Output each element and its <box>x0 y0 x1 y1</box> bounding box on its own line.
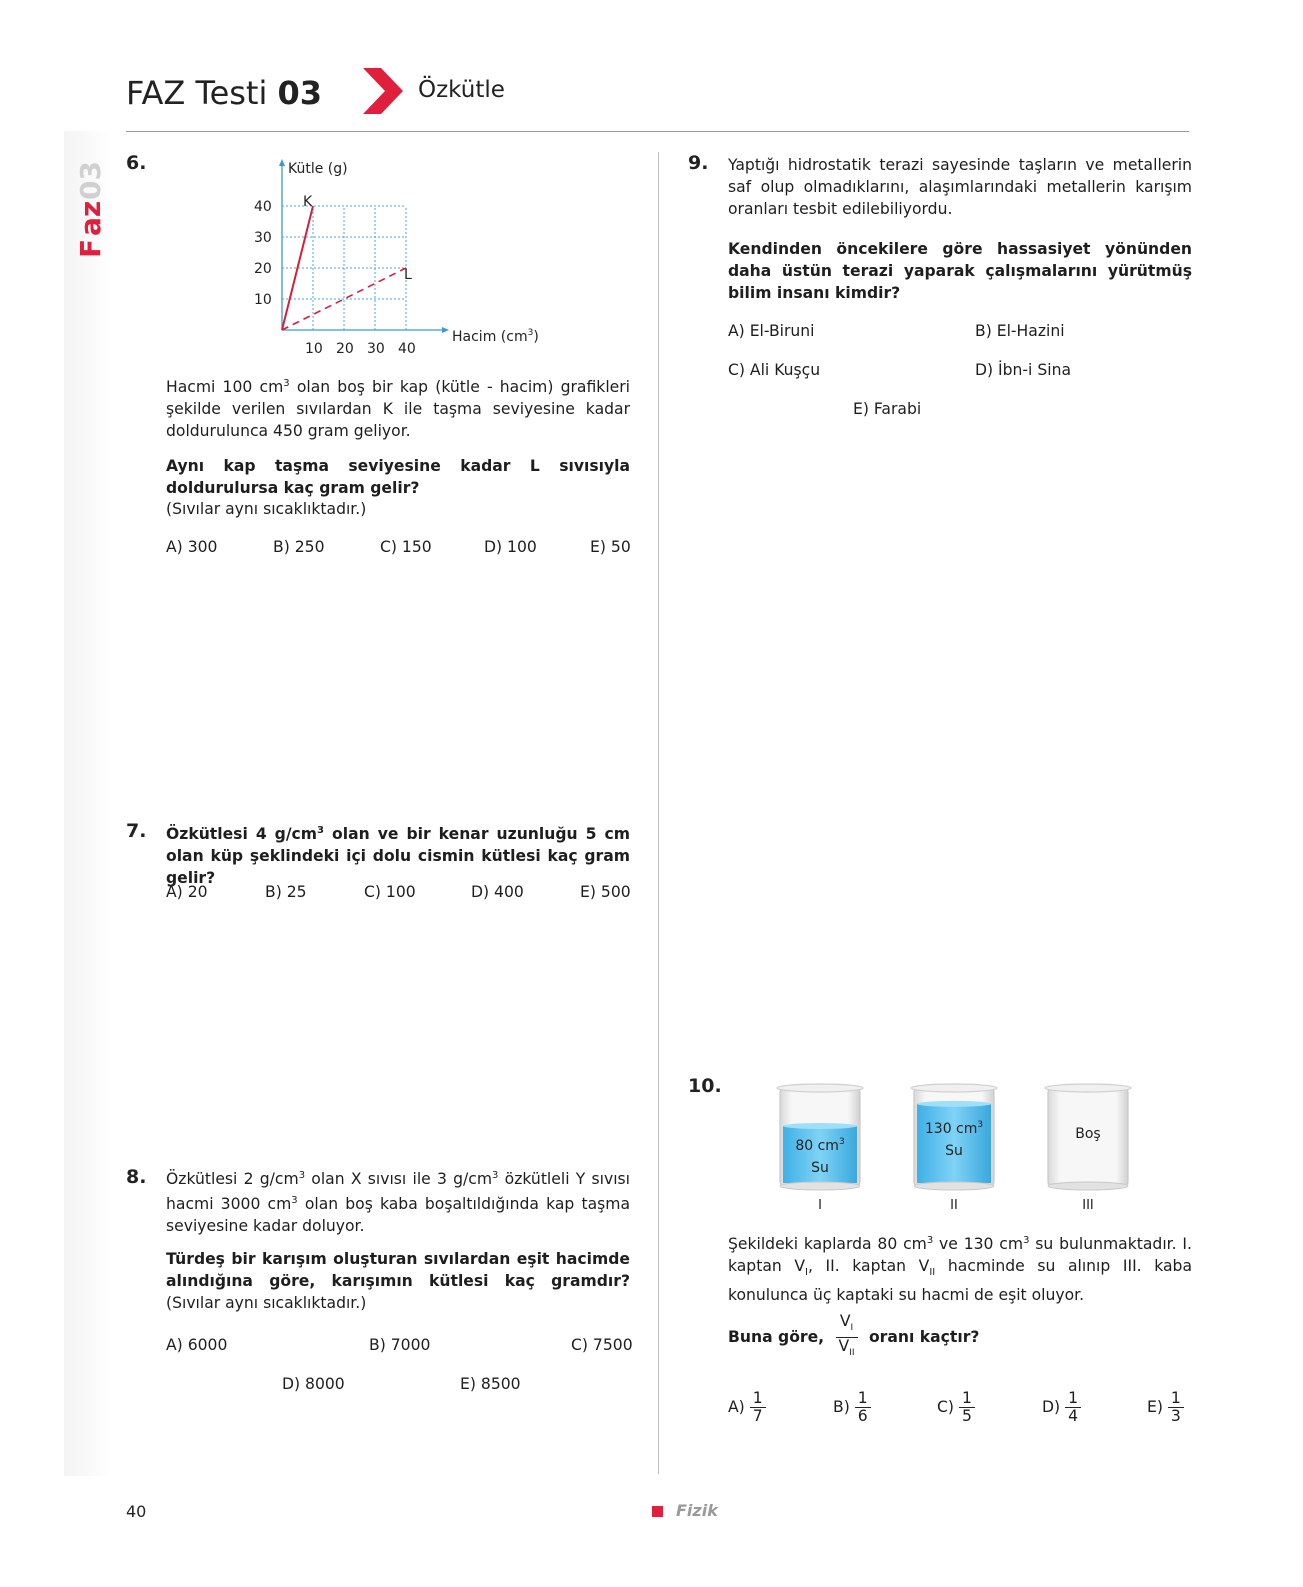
q8-option-d[interactable]: D) 8000 <box>282 1375 345 1393</box>
beaker-base <box>1048 1182 1128 1190</box>
beaker-volume-label: 130 $cm^3$ <box>924 1120 984 1137</box>
question-10-number: 10. <box>688 1075 722 1097</box>
x-axis-arrow <box>442 327 449 333</box>
y-axis-label: Kütle (g) <box>288 161 348 177</box>
q10-ratio-fraction: $V_I$ $V_{II}$ <box>836 1313 858 1362</box>
mass-volume-chart <box>250 155 550 365</box>
y-tick-label: 30 <box>254 230 272 246</box>
q7-option-e[interactable]: E) 500 <box>580 883 631 901</box>
q10-option-c[interactable]: C) $\frac{1}{5}$ <box>937 1390 975 1425</box>
svg-text:az: az <box>74 200 107 236</box>
q10-option-b[interactable]: B) $\frac{1}{6}$ <box>833 1390 871 1425</box>
q8-question: Türdeş bir karışım oluşturan sıvılardan eşit hacimde alındığına göre, karışımın kütlesi kaç gramdır? (Sıvılar aynı sıcaklıktadır.) <box>166 1250 630 1312</box>
q6-question: Aynı kap taşma seviyesine kadar L sıvısıyla doldurulursa kaç gram gelir? <box>166 457 630 497</box>
beaker-rim <box>911 1084 997 1092</box>
q10-body: Şekildeki kaplarda 80 $cm^3$ ve 130 $cm^3$ su bulunmaktadır. I. kaptan $V_I$, II. kaptan $V_{II}$ hacminde su alınıp III. kaba konulunca üç kaptaki su hacmi de eşit oluyor. <box>728 1235 1192 1305</box>
q7-option-b[interactable]: B) 25 <box>265 883 307 901</box>
beaker-rim <box>777 1084 863 1092</box>
y-tick-label: 40 <box>254 199 272 215</box>
q10-question: Buna göre, $V_I$ $V_{II}$ oranı kaçtır? <box>728 1313 1198 1362</box>
q9-option-d[interactable]: D) İbn-i Sina <box>975 361 1072 379</box>
beaker-3 <box>1045 1084 1131 1213</box>
side-strip <box>64 131 112 1476</box>
beaker-roman-label: III <box>1082 1198 1094 1213</box>
page-number: 40 <box>126 1502 147 1521</box>
y-axis-arrow <box>279 159 285 166</box>
question-9-number: 9. <box>688 152 709 174</box>
q6-body: Hacmi 100 $cm^3$ olan boş bir kap (kütle - hacim) grafikleri şekilde verilen sıvılardan K ile taşma seviyesine kadar doldurulunca 450 gram geliyor. <box>166 378 630 441</box>
footer-subject: Fizik <box>676 1501 718 1520</box>
beaker-volume-label: 80 $cm^3$ <box>795 1137 845 1154</box>
column-divider <box>658 152 659 1474</box>
x-tick-label: 10 <box>305 341 323 357</box>
header-divider <box>126 131 1189 132</box>
q10-option-d[interactable]: D) $\frac{1}{4}$ <box>1042 1390 1081 1425</box>
q8-option-e[interactable]: E) 8500 <box>460 1375 521 1393</box>
water-surface <box>917 1101 991 1107</box>
q6-option-a[interactable]: A) 300 <box>166 538 218 556</box>
q7-question: Özkütlesi 4 $g/cm^3$ olan ve bir kenar uzunluğu 5 cm olan küp şeklindeki içi dolu cismin kütlesi kaç gram gelir? <box>166 825 630 888</box>
y-tick-label: 20 <box>254 261 272 277</box>
beakers-figure <box>770 1078 1180 1228</box>
q9-body: Yaptığı hidrostatik terazi sayesinde taşların ve metallerin saf olup olmadıklarını, alaşımlarındaki metallerin karışım oranları tesbit edilebiliyordu. <box>728 156 1192 218</box>
beaker-2 <box>911 1084 997 1213</box>
beaker-volume-label: Boş <box>1075 1126 1101 1142</box>
beaker-1 <box>777 1084 863 1213</box>
q9-question: Kendinden öncekilere göre hassasiyet yönünden daha üstün terazi yaparak çalışmalarını yürütmüş bilim insanı kimdir? <box>728 240 1192 302</box>
q6-note: (Sıvılar aynı sıcaklıktadır.) <box>166 500 367 518</box>
beaker-rim <box>1045 1084 1131 1092</box>
q9-option-e[interactable]: E) Farabi <box>853 400 922 418</box>
beaker-roman-label: II <box>950 1198 958 1213</box>
svg-text:03: 03 <box>74 161 107 200</box>
beaker-base <box>780 1182 860 1190</box>
q9-option-a[interactable]: A) El-Biruni <box>728 322 815 340</box>
chevron-right-icon <box>363 68 405 114</box>
footer-square-icon <box>652 1506 663 1517</box>
q6-option-d[interactable]: D) 100 <box>484 538 537 556</box>
series-k-label: K <box>303 194 313 210</box>
q10-option-a[interactable]: A) $\frac{1}{7}$ <box>728 1390 766 1425</box>
question-7-number: 7. <box>126 820 147 842</box>
page-header-title: FAZ Testi 03 <box>126 74 323 112</box>
q9-option-b[interactable]: B) El-Hazini <box>975 322 1065 340</box>
x-axis-label: Hacim $(cm^3)$ <box>452 328 539 345</box>
q7-option-d[interactable]: D) 400 <box>471 883 524 901</box>
question-8-number: 8. <box>126 1166 147 1188</box>
x-tick-label: 20 <box>336 341 354 357</box>
water-surface <box>783 1123 857 1129</box>
q8-option-a[interactable]: A) 6000 <box>166 1336 228 1354</box>
q6-option-b[interactable]: B) 250 <box>273 538 325 556</box>
y-tick-label: 10 <box>254 292 272 308</box>
q8-option-c[interactable]: C) 7500 <box>571 1336 633 1354</box>
q7-option-a[interactable]: A) 20 <box>166 883 208 901</box>
q7-option-c[interactable]: C) 100 <box>364 883 416 901</box>
beaker-roman-label: I <box>818 1198 822 1213</box>
svg-text:F: F <box>74 238 107 258</box>
q8-option-b[interactable]: B) 7000 <box>369 1336 431 1354</box>
beaker-content-label: Su <box>811 1160 829 1176</box>
beaker-content-label: Su <box>945 1143 963 1159</box>
q10-option-e[interactable]: E) $\frac{1}{3}$ <box>1147 1390 1184 1425</box>
page-topic: Özkütle <box>418 77 505 103</box>
series-l-label: L <box>404 267 412 283</box>
q6-option-e[interactable]: E) 50 <box>590 538 631 556</box>
faz-sidebar-logo <box>70 150 110 260</box>
beaker-base <box>914 1182 994 1190</box>
question-6-number: 6. <box>126 152 147 174</box>
q8-body: Özkütlesi 2 $g/cm^3$ olan X sıvısı ile 3 $g/cm^3$ özkütleli Y sıvısı hacmi 3000 $cm^3$ olan boş kaba boşaltıldığında kap taşma seviyesine kadar doluyor. <box>166 1170 630 1236</box>
x-tick-label: 40 <box>398 341 416 357</box>
q9-option-c[interactable]: C) Ali Kuşçu <box>728 361 821 379</box>
x-tick-label: 30 <box>367 341 385 357</box>
q6-option-c[interactable]: C) 150 <box>380 538 432 556</box>
